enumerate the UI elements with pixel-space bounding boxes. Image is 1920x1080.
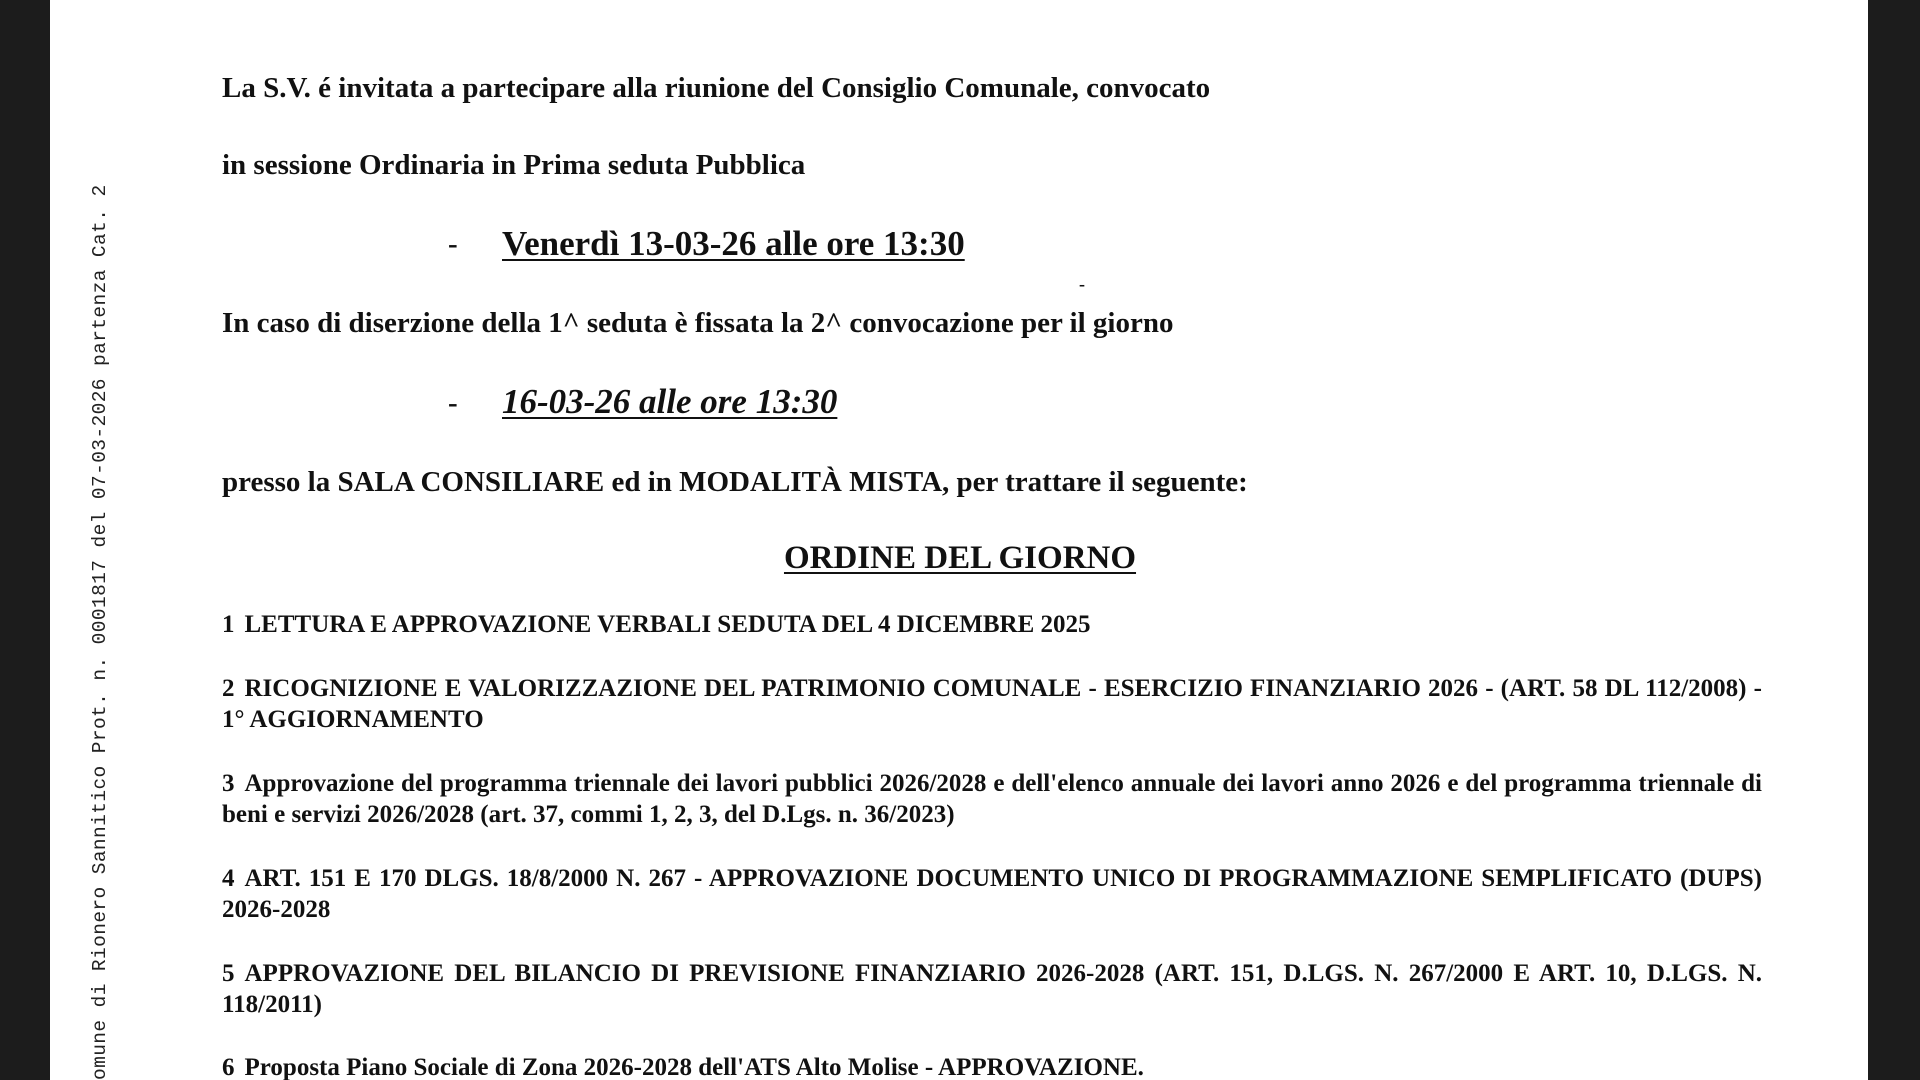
- second-meeting-date: 16-03-26 alle ore 13:30: [502, 382, 838, 421]
- agenda-heading: ORDINE DEL GIORNO: [783, 540, 1137, 576]
- agenda-item-text: ART. 151 E 170 DLGS. 18/8/2000 N. 267 - APPROVAZIONE DOCUMENTO UNICO DI PROGRAMMAZIONE SEMPLIFICATO (DUPS) 2026-2028: [222, 865, 1762, 923]
- first-meeting-date: Venerdì 13-03-26 alle ore 13:30: [502, 224, 965, 263]
- agenda-item-number: 3: [222, 770, 235, 797]
- intro-line-1: La S.V. é invitata a partecipare alla riunione del Consiglio Comunale, convocato: [222, 72, 1211, 104]
- location-text: presso la SALA CONSILIARE ed in MODALITÀ MISTA, per trattare il seguente:: [222, 466, 1248, 498]
- stray-dash: -: [1079, 274, 1085, 294]
- agenda-item-number: 6: [222, 1054, 235, 1080]
- agenda-item: [222, 768, 1762, 830]
- first-date-dash: -: [448, 228, 458, 260]
- second-date-dash: -: [448, 387, 458, 419]
- agenda-item-text: Approvazione del programma triennale dei lavori pubblici 2026/2028 e dell'elenco annuale dei lavori anno 2026 e del programma triennale di beni e servizi 2026/2028 (art. 37, commi 1, 2, 3, del D.Lgs. n. 36/2023): [222, 770, 1762, 828]
- agenda-item-number: 4: [222, 865, 235, 892]
- agenda-item-number: 1: [222, 611, 235, 638]
- agenda-item-text: APPROVAZIONE DEL BILANCIO DI PREVISIONE FINANZIARIO 2026-2028 (ART. 151, D.LGS. N. 267/2000 E ART. 10, D.LGS. N. 118/2011): [222, 960, 1762, 1018]
- intro-line-2: in sessione Ordinaria in Prima seduta Pubblica: [222, 149, 806, 181]
- agenda-item-number: 2: [222, 675, 235, 702]
- agenda-item-number: 5: [222, 960, 235, 987]
- second-call-text: In caso di diserzione della 1^ seduta è fissata la 2^ convocazione per il giorno: [222, 307, 1174, 339]
- agenda-item-text: LETTURA E APPROVAZIONE VERBALI SEDUTA DEL 4 DICEMBRE 2025: [244, 611, 1091, 638]
- document-page: [50, 0, 1868, 1080]
- agenda-item-text: RICOGNIZIONE E VALORIZZAZIONE DEL PATRIMONIO COMUNALE - ESERCIZIO FINANZIARIO 2026 - (ART. 58 DL 112/2008) - 1° AGGIORNAMENTO: [222, 675, 1762, 733]
- agenda-item-text: Proposta Piano Sociale di Zona 2026-2028 dell'ATS Alto Molise - APPROVAZIONE.: [244, 1054, 1144, 1080]
- agenda-item: [222, 1052, 1762, 1080]
- agenda-item: [222, 863, 1762, 925]
- agenda-item: [222, 673, 1762, 735]
- agenda-item: [222, 609, 1762, 640]
- agenda-item: [222, 958, 1762, 1020]
- protocol-stamp: omune di Rionero Sannitico Prot. n. 0001817 del 07-03-2026 partenza Cat. 2: [89, 184, 111, 1080]
